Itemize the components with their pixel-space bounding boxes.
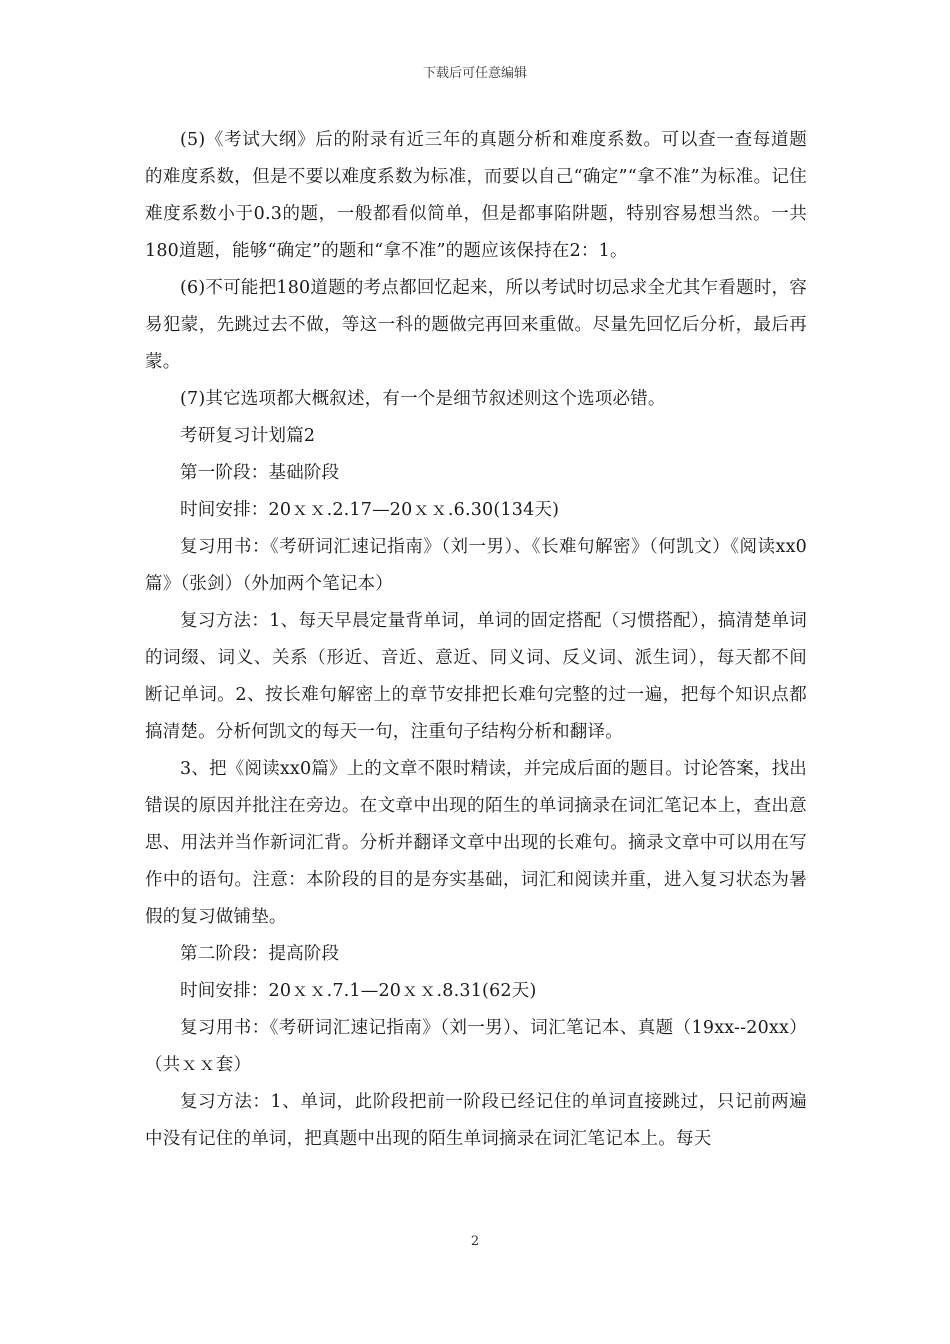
section-title: 考研复习计划篇2 bbox=[180, 426, 316, 446]
document-body bbox=[145, 122, 807, 1158]
paragraph: 时间安排：20ｘｘ.7.1—20ｘｘ.8.31(62天) bbox=[180, 981, 537, 1001]
paragraph: 复习方法：1、单词，此阶段把前一阶段已经记住的单词直接跳过，只记前两遍中没有记住的单词，把真题中出现的陌生单词摘录在词汇笔记本上。每天 bbox=[145, 1092, 807, 1149]
paragraph: (6)不可能把180道题的考点都回忆起来，所以考试时切忌求全尤其乍看题时，容易犯蒙，先跳过去不做，等这一科的题做完再回来重做。尽量先回忆后分析，最后再蒙。 bbox=[145, 278, 807, 372]
paragraph: 时间安排：20ｘｘ.2.17—20ｘｘ.6.30(134天) bbox=[180, 500, 560, 520]
paragraph: 3、把《阅读xx0篇》上的文章不限时精读，并完成后面的题目。讨论答案，找出错误的原因并批注在旁边。在文章中出现的陌生的单词摘录在词汇笔记本上，查出意思、用法并当作新词汇背。分析并翻译文章中出现的长难句。摘录文章中可以用在写作中的语句。注意：本阶段的目的是夯实基础，词汇和阅读并重，进入复习状态为暑假的复习做铺垫。 bbox=[145, 759, 807, 927]
paragraph: 复习用书：《考研词汇速记指南》（刘一男）、词汇笔记本、真题（19xx--20xx）（共ｘｘ套） bbox=[145, 1018, 807, 1075]
paragraph: 复习方法：1、每天早晨定量背单词，单词的固定搭配（习惯搭配），搞清楚单词的词缀、词义、关系（形近、音近、意近、同义词、反义词、派生词），每天都不间断记单词。2、按长难句解密上的章节安排把长难句完整的过一遍，把每个知识点都搞清楚。分析何凯文的每天一句，注重句子结构分析和翻译。 bbox=[145, 611, 807, 742]
page-header: 下载后可任意编辑 bbox=[422, 66, 527, 81]
page-number: 2 bbox=[470, 1234, 480, 1249]
paragraph: (5)《考试大纲》后的附录有近三年的真题分析和难度系数。可以查一查每道题的难度系数，但是不要以难度系数为标准，而要以自己“确定”“拿不准”为标准。记住难度系数小于0.3的题，一般都看似简单，但是都事陷阱题，特别容易想当然。一共180道题，能够“确定”的题和“拿不准”的题应该保持在2：1。 bbox=[145, 130, 807, 261]
stage-heading: 第二阶段：提高阶段 bbox=[180, 944, 340, 964]
stage-heading: 第一阶段：基础阶段 bbox=[180, 463, 340, 483]
paragraph: 复习用书：《考研词汇速记指南》（刘一男）、《长难句解密》（何凯文）《阅读xx0篇》（张剑）（外加两个笔记本） bbox=[145, 537, 807, 594]
paragraph: (7)其它选项都大概叙述，有一个是细节叙述则这个选项必错。 bbox=[180, 389, 666, 409]
